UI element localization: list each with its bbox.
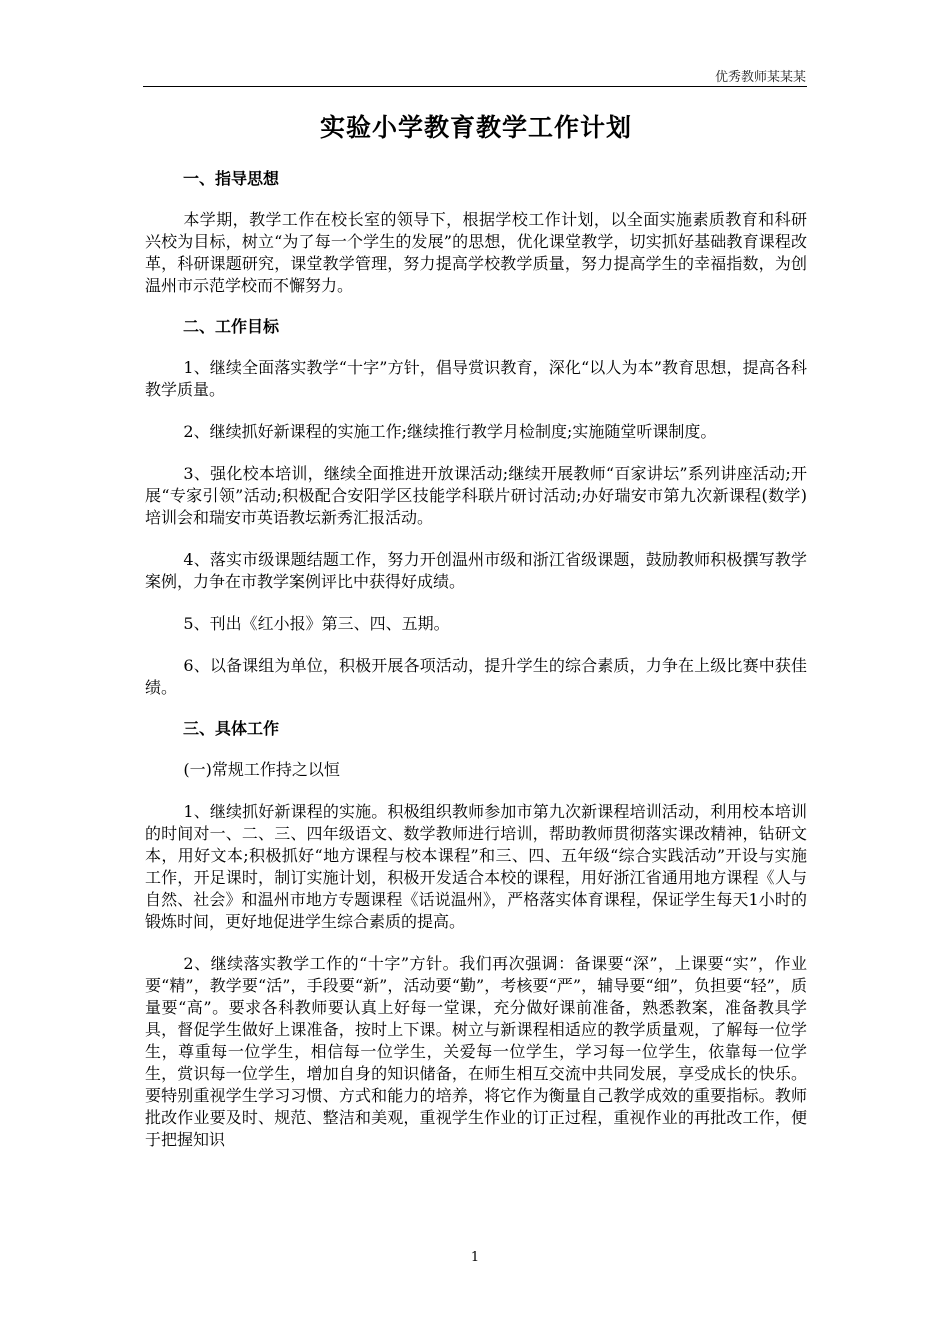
running-header: 优秀教师某某某: [714, 70, 806, 85]
paragraph: 3、强化校本培训，继续全面推进开放课活动;继续开展教师“百家讲坛”系列讲座活动;开展“专家引领”活动;积极配合安阳学区技能学科联片研讨活动;办好瑞安市第九次新课程(数学)培训会和瑞安市英语教坛新秀汇报活动。: [145, 464, 807, 527]
paragraph: 6、以备课组为单位，积极开展各项活动，提升学生的综合素质，力争在上级比赛中获佳绩。: [145, 656, 807, 697]
paragraph: 1、继续抓好新课程的实施。积极组织教师参加市第九次新课程培训活动，利用校本培训的时间对一、二、三、四年级语文、数学教师进行培训，帮助教师贯彻落实课改精神，钻研文本，用好文本;积极抓好“地方课程与校本课程”和三、四、五年级“综合实践活动”开设与实施工作，开足课时，制订实施计划，积极开发适合本校的课程，用好浙江省通用地方课程《人与自然、社会》和温州市地方专题课程《话说温州》，严格落实体育课程，保证学生每天1小时的锻炼时间，更好地促进学生综合素质的提高。: [145, 802, 807, 931]
paragraph: 1、继续全面落实教学“十字”方针，倡导赏识教育，深化“以人为本”教育思想，提高各科教学质量。: [145, 358, 807, 399]
paragraph: 2、继续落实教学工作的“十字”方针。我们再次强调：备课要“深”，上课要“实”，作业要“精”，教学要“活”，手段要“新”，活动要“勤”，考核要“严”，辅导要“细”，负担要“轻”，质量要“高”。要求各科教师要认真上好每一堂课，充分做好课前准备，熟悉教案，准备教具学具，督促学生做好上课准备，按时上下课。树立与新课程相适应的教学质量观，了解每一位学生，尊重每一位学生，相信每一位学生，关爱每一位学生，学习每一位学生，依靠每一位学生，赏识每一位学生，增加自身的知识储备，在师生相互交流中共同发展，享受成长的快乐。要特别重视学生学习习惯、方式和能力的培养，将它作为衡量自己教学成效的重要指标。教师批改作业要及时、规范、整洁和美观，重视学生作业的订正过程，重视作业的再批改工作，便于把握知识: [145, 954, 807, 1149]
paragraph: 本学期，教学工作在校长室的领导下，根据学校工作计划，以全面实施素质教育和科研兴校为目标，树立“为了每一个学生的发展”的思想，优化课堂教学，切实抓好基础教育课程改革，科研课题研究，课堂教学管理，努力提高学校教学质量，努力提高学生的幸福指数，为创温州市示范学校而不懈努力。: [145, 210, 807, 295]
document-body: [145, 108, 807, 1171]
section-heading-specific-work: 三、具体工作: [183, 719, 280, 738]
paragraph: 5、刊出《红小报》第三、四、五期。: [183, 614, 450, 633]
page-number: 1: [470, 1250, 480, 1265]
paragraph: 2、继续抓好新课程的实施工作;继续推行教学月检制度;实施随堂听课制度。: [183, 422, 717, 441]
subsection-heading: (一)常规工作持之以恒: [183, 760, 340, 779]
section-heading-guiding-thought: 一、指导思想: [183, 169, 280, 188]
document-title: 实验小学教育教学工作计划: [319, 113, 632, 142]
paragraph: 4、落实市级课题结题工作，努力开创温州市级和浙江省级课题，鼓励教师积极撰写教学案例，力争在市教学案例评比中获得好成绩。: [145, 550, 807, 591]
section-heading-goals: 二、工作目标: [183, 317, 280, 336]
header-divider: [143, 86, 807, 87]
